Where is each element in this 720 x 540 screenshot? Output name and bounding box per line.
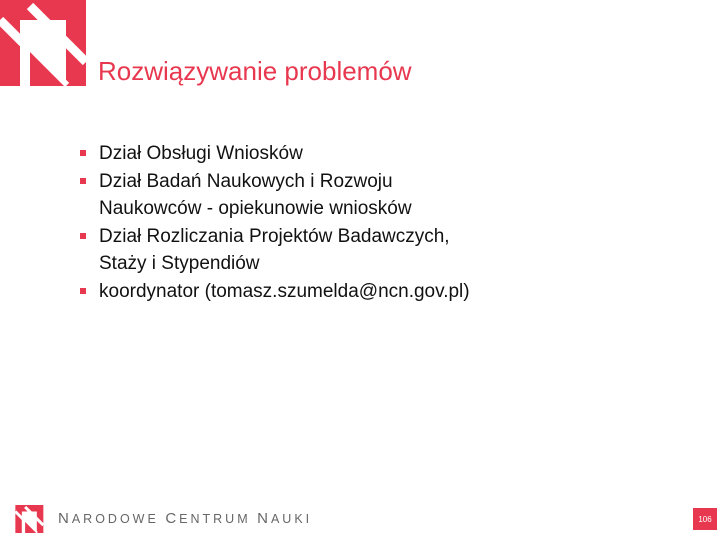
footer-word-initial: N	[58, 510, 72, 527]
footer-word-initial: C	[165, 510, 180, 527]
footer-word-rest: ARODOWE	[71, 512, 159, 526]
square-bullet-icon	[80, 288, 86, 294]
slide-title: Rozwiązywanie problemów	[98, 56, 412, 86]
bullet-text: koordynator (tomasz.szumelda@ncn.gov.pl)	[99, 280, 470, 302]
bullet-text-continued: Staży i Stypendiów	[99, 253, 260, 274]
bullet-text: Dział Obsługi Wniosków	[99, 143, 303, 164]
footer-word-initial: N	[257, 510, 271, 527]
bullet-list	[78, 140, 638, 305]
bullet-text: Dział Rozliczania Projektów Badawczych,	[99, 225, 450, 247]
square-bullet-icon	[80, 178, 86, 184]
bullet-item	[78, 223, 638, 278]
ncn-logo-icon	[0, 0, 90, 86]
bullet-text: Dział Badań Naukowych i Rozwoju	[99, 170, 393, 192]
page-number-badge: 106	[693, 508, 717, 530]
square-bullet-icon	[80, 233, 86, 239]
footer-word-rest: AUKI	[270, 512, 313, 526]
bullet-text-continued: Naukowców - opiekunowie wniosków	[99, 198, 412, 219]
ncn-footer-logo-icon	[14, 505, 46, 533]
bullet-item	[78, 168, 638, 223]
bullet-item	[78, 140, 638, 168]
footer-word-rest: ENTRUM	[179, 512, 251, 526]
bullet-item	[78, 278, 638, 306]
footer-organization-name	[58, 510, 312, 527]
square-bullet-icon	[80, 150, 86, 156]
